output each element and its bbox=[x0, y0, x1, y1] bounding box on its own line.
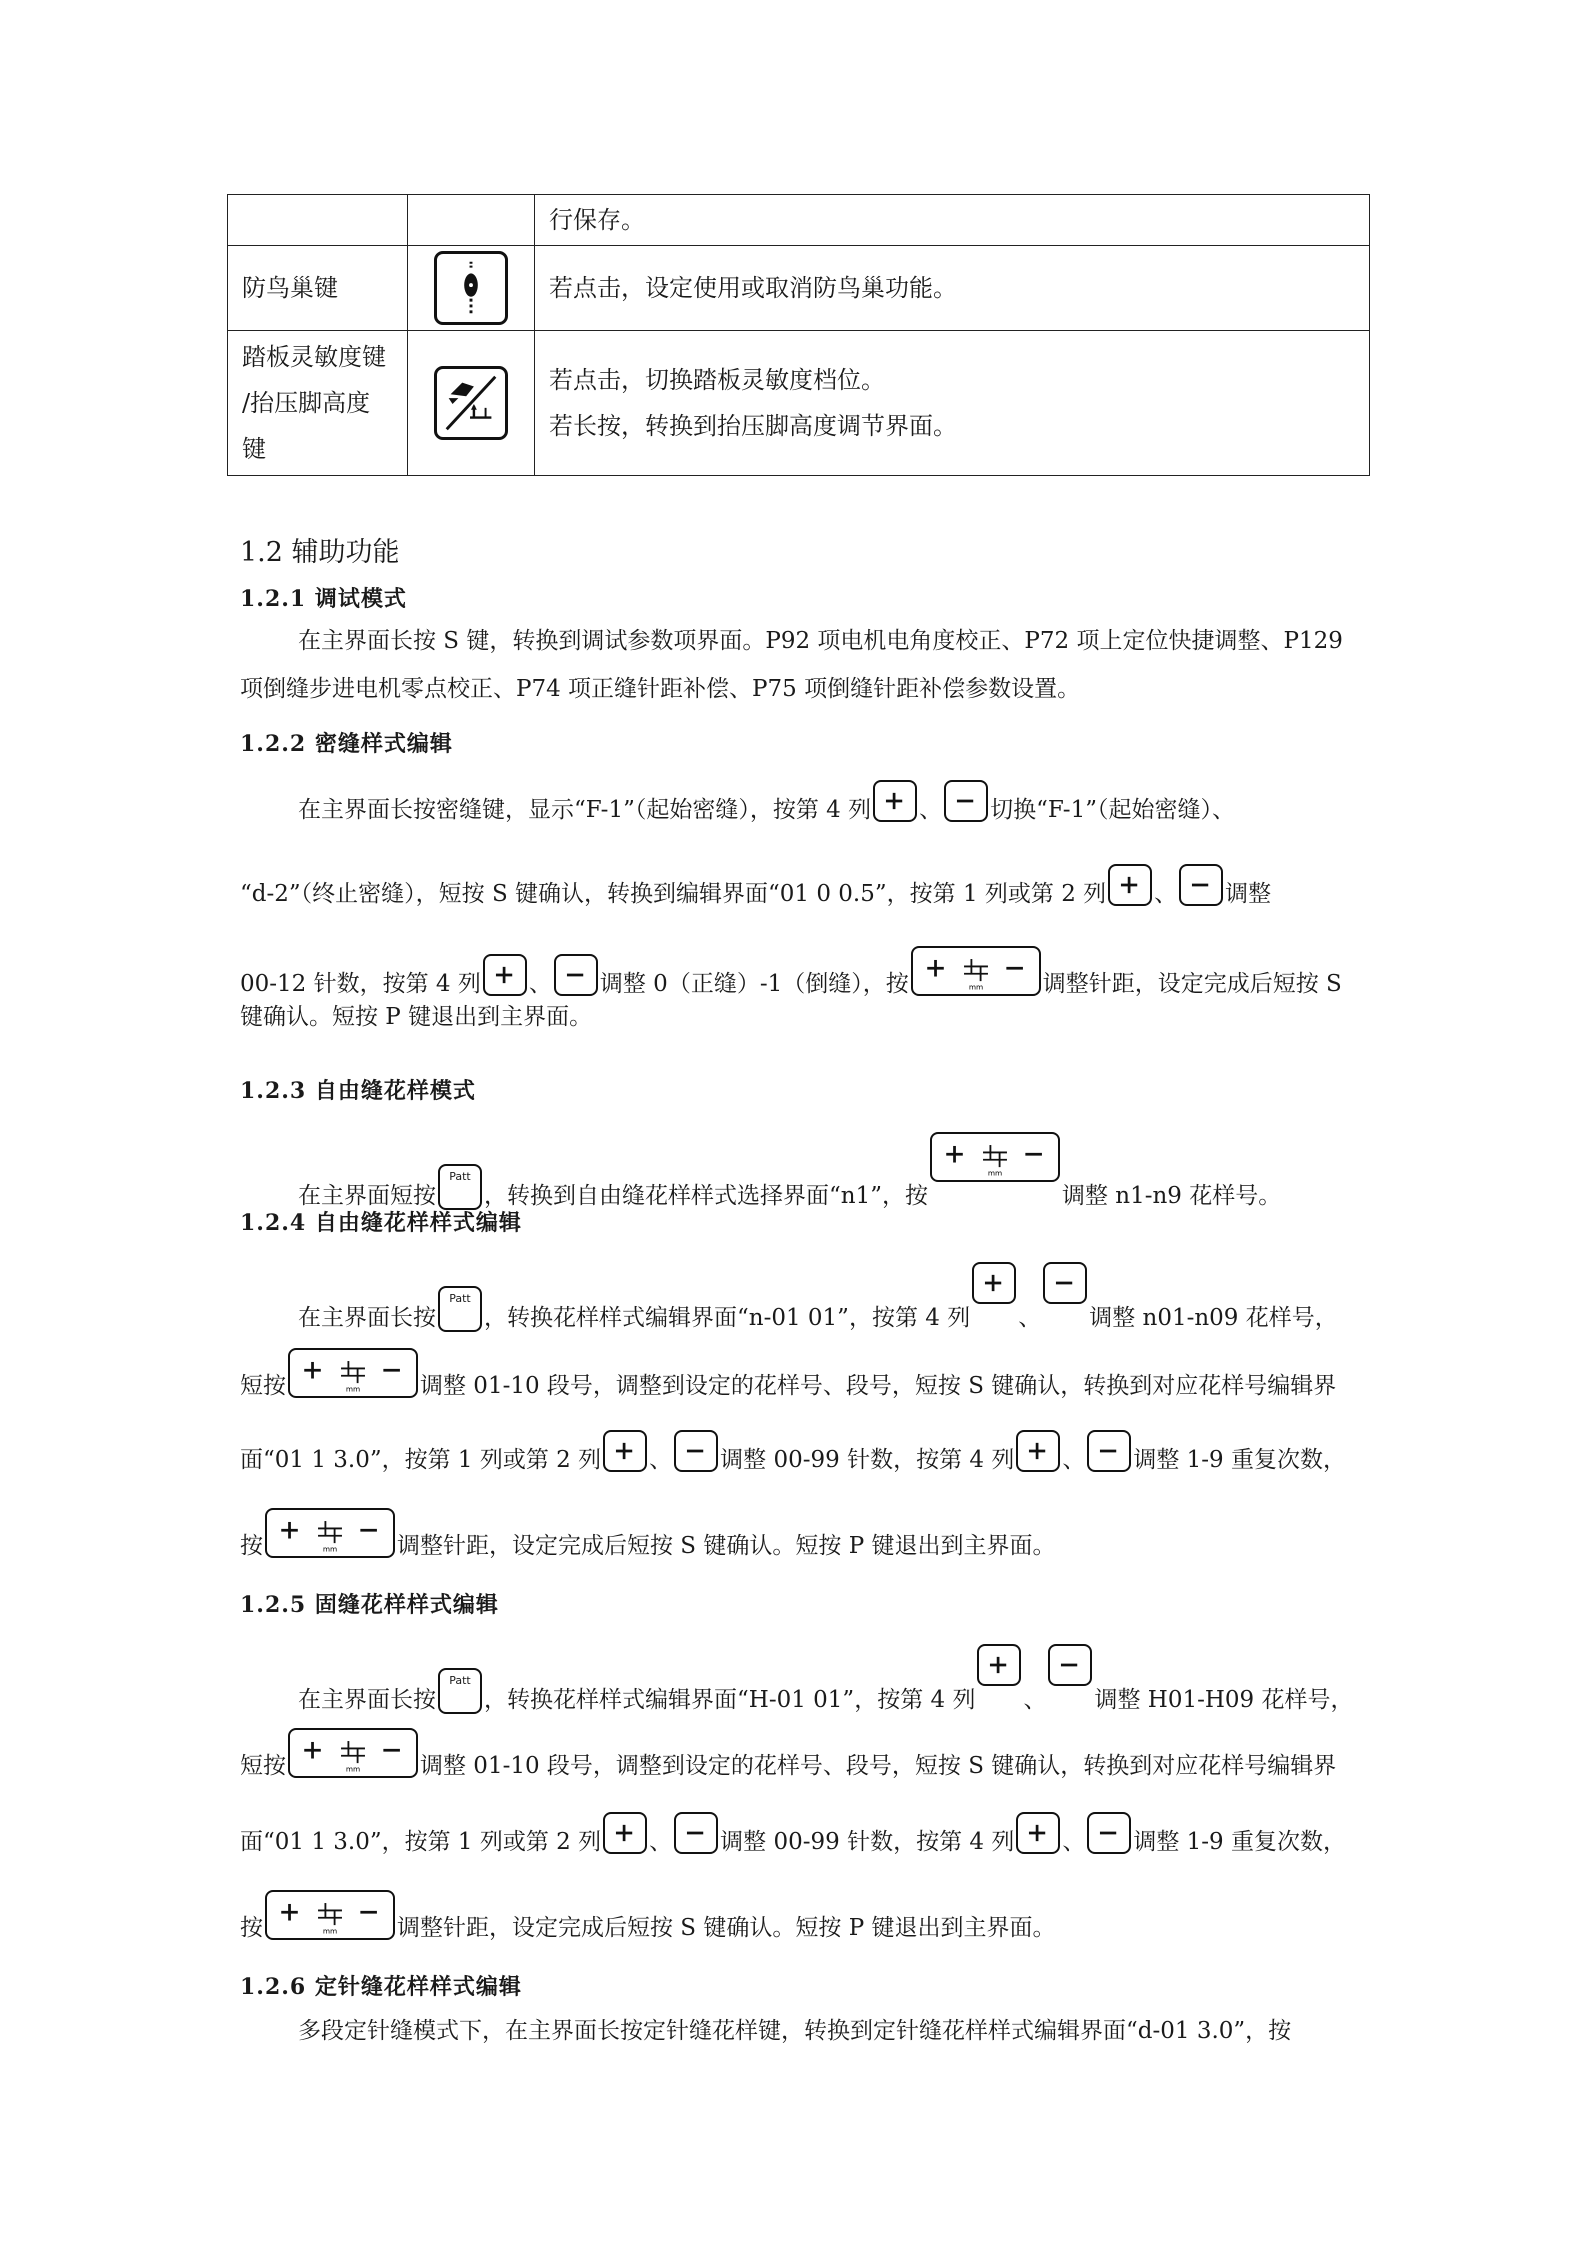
paragraph-line: 短按 mm 调整 01-10 段号，调整到设定的花样号、段号，短按 S 键确认，转换到对应花样号编辑界 bbox=[240, 1728, 1360, 1788]
key-table bbox=[227, 194, 1370, 476]
subsection-title: 1.2.6 定针缝花样样式编辑 bbox=[240, 1974, 522, 2000]
minus-key-icon bbox=[944, 780, 988, 822]
section-title: 1.2 辅助功能 bbox=[240, 537, 400, 568]
unit-label: mm bbox=[322, 1926, 338, 1936]
key-name-cell: 踏板灵敏度键 /抬压脚高度 键 bbox=[228, 331, 408, 476]
minus-key-icon bbox=[1048, 1644, 1092, 1686]
minus-key-icon bbox=[1043, 1262, 1087, 1304]
minus-key-icon bbox=[674, 1812, 718, 1854]
key-desc-cell: 行保存。 bbox=[535, 195, 1370, 246]
stitch-length-key-icon bbox=[911, 946, 1041, 996]
paragraph-line: 按 mm 调整针距，设定完成后短按 S 键确认。短按 P 键退出到主界面。 bbox=[240, 1508, 1360, 1568]
paragraph-line: 短按 mm 调整 01-10 段号，调整到设定的花样号、段号，短按 S 键确认，转换到对应花样号编辑界 bbox=[240, 1348, 1360, 1408]
pedal-sensitivity-icon bbox=[434, 366, 508, 440]
minus-key-icon bbox=[674, 1430, 718, 1472]
subsection-title: 1.2.3 自由缝花样模式 bbox=[240, 1078, 476, 1104]
plus-key-icon bbox=[1016, 1430, 1060, 1472]
unit-label: mm bbox=[987, 1168, 1003, 1178]
subsection-title: 1.2.4 自由缝花样样式编辑 bbox=[240, 1210, 522, 1236]
unit-label: mm bbox=[968, 982, 983, 992]
stitch-length-key-icon bbox=[265, 1508, 395, 1558]
paragraph-line: 在主界面长按 S 键，转换到调试参数项界面。P92 项电机电角度校正、P72 项上定位快捷调整、P129 bbox=[298, 628, 1343, 654]
unit-label: mm bbox=[345, 1384, 361, 1394]
plus-key-icon bbox=[1108, 864, 1152, 906]
table-row bbox=[228, 195, 1370, 246]
plus-key-icon bbox=[977, 1644, 1021, 1686]
paragraph-line: “d-2”（终止密缝），短按 S 键确认，转换到编辑界面“01 0 0.5”，按第 1 列或第 2 列 、 调整 bbox=[240, 864, 1360, 924]
key-desc-cell: 若点击，设定使用或取消防鸟巢功能。 bbox=[535, 246, 1370, 331]
stitch-length-key-icon bbox=[930, 1132, 1060, 1182]
paragraph-line: 在主界面长按密缝键，显示“F-1”（起始密缝），按第 4 列 、 切换“F-1”（起始密缝）、 bbox=[240, 780, 1360, 840]
plus-key-icon bbox=[603, 1812, 647, 1854]
patt-key-icon: Patt bbox=[438, 1286, 482, 1332]
plus-key-icon bbox=[972, 1262, 1016, 1304]
plus-key-icon bbox=[483, 954, 527, 996]
plus-key-icon bbox=[603, 1430, 647, 1472]
patt-key-icon: Patt bbox=[438, 1164, 482, 1210]
anti-bird-nest-icon bbox=[434, 251, 508, 325]
paragraph-line: 键确认。短按 P 键退出到主界面。 bbox=[240, 1004, 593, 1030]
paragraph-line: 面“01 1 3.0”，按第 1 列或第 2 列 、 调整 00-99 针数，按第 4 列 、 调整 1-9 重复次数， bbox=[240, 1812, 1360, 1872]
key-desc-cell: 若点击，切换踏板灵敏度档位。 若长按，转换到抬压脚高度调节界面。 bbox=[535, 331, 1370, 476]
minus-key-icon bbox=[1087, 1812, 1131, 1854]
stitch-length-key-icon bbox=[288, 1728, 418, 1778]
paragraph-line: 00-12 针数，按第 4 列 、 调整 0（正缝）-1（倒缝），按 mm 调整针距，设定完成后短按 S bbox=[240, 946, 1360, 1006]
paragraph-line: 在主界面长按Patt，转换花样样式编辑界面“n-01 01”，按第 4 列 、 调整 n01-n09 花样号， bbox=[240, 1262, 1360, 1322]
key-name-cell: 防鸟巢键 bbox=[228, 246, 408, 331]
plus-key-icon bbox=[873, 780, 917, 822]
unit-label: mm bbox=[345, 1764, 361, 1774]
table-row bbox=[228, 246, 1370, 331]
paragraph-line: 按 mm 调整针距，设定完成后短按 S 键确认。短按 P 键退出到主界面。 bbox=[240, 1890, 1360, 1950]
stitch-length-key-icon bbox=[288, 1348, 418, 1398]
key-name-cell bbox=[228, 195, 408, 246]
paragraph-line: 面“01 1 3.0”，按第 1 列或第 2 列 、 调整 00-99 针数，按第 4 列 、 调整 1-9 重复次数， bbox=[240, 1430, 1360, 1490]
minus-key-icon bbox=[554, 954, 598, 996]
patt-key-icon: Patt bbox=[438, 1668, 482, 1714]
key-icon-cell bbox=[408, 331, 535, 476]
key-icon-cell bbox=[408, 195, 535, 246]
minus-key-icon bbox=[1087, 1430, 1131, 1472]
paragraph-line: 在主界面长按Patt，转换花样样式编辑界面“H-01 01”，按第 4 列 、 调整 H01-H09 花样号， bbox=[240, 1644, 1360, 1704]
paragraph-line: 在主界面短按Patt，转换到自由缝花样样式选择界面“n1”，按 mm 调整 n1-n9 花样号。 bbox=[240, 1132, 1360, 1192]
plus-key-icon bbox=[1016, 1812, 1060, 1854]
paragraph-line: 多段定针缝模式下，在主界面长按定针缝花样键，转换到定针缝花样样式编辑界面“d-01 3.0”，按 bbox=[298, 2018, 1292, 2044]
subsection-title: 1.2.5 固缝花样样式编辑 bbox=[240, 1592, 499, 1618]
minus-key-icon bbox=[1179, 864, 1223, 906]
subsection-title: 1.2.2 密缝样式编辑 bbox=[240, 731, 453, 757]
key-icon-cell bbox=[408, 246, 535, 331]
subsection-title: 1.2.1 调试模式 bbox=[240, 586, 407, 612]
unit-label: mm bbox=[322, 1544, 338, 1554]
paragraph-line: 项倒缝步进电机零点校正、P74 项正缝针距补偿、P75 项倒缝针距补偿参数设置。 bbox=[240, 676, 1081, 702]
stitch-length-key-icon bbox=[265, 1890, 395, 1940]
table-row bbox=[228, 331, 1370, 476]
